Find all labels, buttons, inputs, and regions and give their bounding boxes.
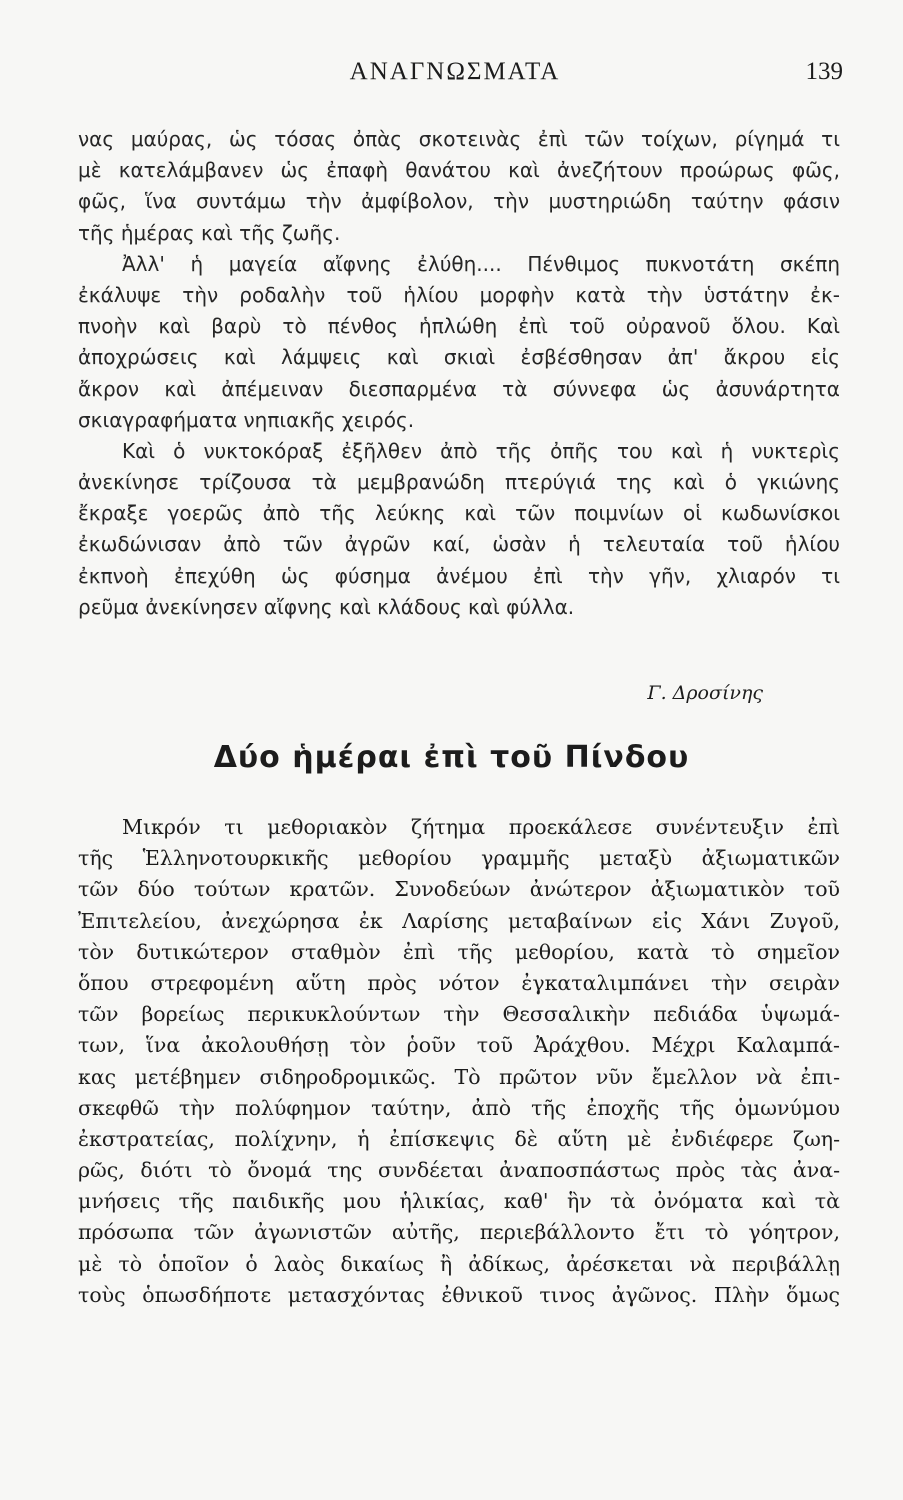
text-line: τῶν δύο τούτων κρατῶν. Συνοδεύων ἀνώτερον ἀξιωματικὸν τοῦ xyxy=(78,877,840,902)
text-line: ἀνεκίνησε τρίζουσα τὰ μεμβρανώδη πτερύγιά της καὶ ὁ γκιώνης xyxy=(78,470,840,495)
text-line: νας μαύρας, ὡς τόσας ὀπὰς σκοτεινὰς ἐπὶ τῶν τοίχων, ρίγημά τι xyxy=(78,127,840,151)
text-line: των, ἵνα ἀκολουθήσῃ τὸν ῥοῦν τοῦ Ἀράχθου. Μέχρι Καλαμπά- xyxy=(78,1033,840,1058)
section-title: Δύο ἡμέραι ἐπὶ τοῦ Πίνδου xyxy=(213,740,690,775)
text-line: τῶν βορείως περικυκλούντων τὴν Θεσσαλικὴν πεδιάδα ὑψωμά- xyxy=(78,1002,840,1027)
text-line: τὸν δυτικώτερον σταθμὸν ἐπὶ τῆς μεθορίου, κατὰ τὸ σημεῖον xyxy=(78,939,840,964)
text-line: φῶς, ἵνα συντάμω τὴν ἀμφίβολον, τὴν μυστηριώδη ταύτην φάσιν xyxy=(78,189,840,214)
text-line: ἀποχρώσεις καὶ λάμψεις καὶ σκιαὶ ἐσβέσθησαν ἀπ' ἄκρου εἰς xyxy=(78,345,840,370)
text-line: ρεῦμα ἀνεκίνησεν αἴφνης καὶ κλάδους καὶ φύλλα. xyxy=(78,594,575,619)
text-line: ὅπου στρεφομένη αὕτη πρὸς νότον ἐγκαταλιμπάνει τὴν σειρὰν xyxy=(78,970,840,995)
text-line: Μικρόν τι μεθοριακὸν ζήτημα προεκάλεσε συνέντευξιν ἐπὶ xyxy=(122,815,840,839)
text-line: ἐκάλυψε τὴν ροδαλὴν τοῦ ἡλίου μορφὴν κατὰ τὴν ὑστάτην ἐκ- xyxy=(78,282,840,307)
running-title: ΑΝΑΓΝΩΣΜΑΤΑ xyxy=(349,58,561,85)
text-line: ἐκστρατείας, πολίχνην, ἡ ἐπίσκεψις δὲ αὕτη μὲ ἐνδιέφερε ζωη- xyxy=(78,1126,840,1151)
text-line: Καὶ ὁ νυκτοκόραξ ἐξῆλθεν ἀπὸ τῆς ὀπῆς του καὶ ἡ νυκτερὶς xyxy=(122,438,840,463)
text-line: Ἐπιτελείου, ἀνεχώρησα ἐκ Λαρίσης μεταβαίνων εἰς Χάνι Ζυγοῦ, xyxy=(78,908,840,933)
text-line: ἄκρον καὶ ἀπέμειναν διεσπαρμένα τὰ σύννεφα ὡς ἀσυνάρτητα xyxy=(78,376,840,401)
text-line: ἐκπνοὴ ἐπεχύθη ὡς φύσημα ἀνέμου ἐπὶ τὴν γῆν, χλιαρόν τι xyxy=(78,563,840,588)
text-line: μὲ κατελάμβανεν ὡς ἐπαφὴ θανάτου καὶ ἀνεζήτουν προώρως φῶς, xyxy=(78,158,840,183)
text-line: ἔκραξε γοερῶς ἀπὸ τῆς λεύκης καὶ τῶν ποιμνίων οἱ κωδωνίσκοι xyxy=(78,501,840,526)
running-head xyxy=(0,58,903,92)
text-line: μὲ τὸ ὁποῖον ὁ λαὸς δικαίως ἢ ἀδίκως, ἀρέσκεται νὰ περιβάλλῃ xyxy=(78,1251,840,1276)
text-line: πνοὴν καὶ βαρὺ τὸ πένθος ἡπλώθη ἐπὶ τοῦ οὐρανοῦ ὅλου. Καὶ xyxy=(78,314,840,339)
author-signature: Γ. Δροσίνης xyxy=(647,682,763,704)
text-line: ρῶς, διότι τὸ ὄνομά της συνδέεται ἀναποσπάστως πρὸς τὰς ἀνα- xyxy=(78,1158,840,1183)
text-line: σκεφθῶ τὴν πολύφημον ταύτην, ἀπὸ τῆς ἐποχῆς τῆς ὁμωνύμου xyxy=(78,1095,840,1120)
text-line: Ἀλλ' ἡ μαγεία αἴφνης ἐλύθη.... Πένθιμος πυκνοτάτη σκέπη xyxy=(122,251,840,276)
text-line: σκιαγραφήματα νηπιακῆς χειρός. xyxy=(78,407,415,432)
text-line: τῆς ἡμέρας καὶ τῆς ζωῆς. xyxy=(78,220,341,245)
text-section-drosinis xyxy=(78,124,840,623)
page-number: 139 xyxy=(805,58,843,85)
text-line: τῆς Ἑλληνοτουρκικῆς μεθορίου γραμμῆς μεταξὺ ἀξιωματικῶν xyxy=(78,846,840,871)
text-line: κας μετέβημεν σιδηροδρομικῶς. Τὸ πρῶτον νῦν ἔμελλον νὰ ἐπι- xyxy=(78,1064,840,1089)
text-line: ἐκωδώνισαν ἀπὸ τῶν ἀγρῶν καί, ὡσὰν ἡ τελευταία τοῦ ἡλίου xyxy=(78,532,840,557)
text-line: μνήσεις τῆς παιδικῆς μου ἡλικίας, καθ' ἣν τὰ ὀνόματα καὶ τὰ xyxy=(78,1189,840,1214)
text-line: πρόσωπα τῶν ἀγωνιστῶν αὐτῆς, περιεβάλλοντο ἔτι τὸ γόητρον, xyxy=(78,1220,840,1245)
text-line: τοὺς ὁπωσδήποτε μετασχόντας ἐθνικοῦ τινος ἀγῶνος. Πλὴν ὅμως xyxy=(78,1282,840,1307)
text-section-pindos xyxy=(78,812,840,1311)
